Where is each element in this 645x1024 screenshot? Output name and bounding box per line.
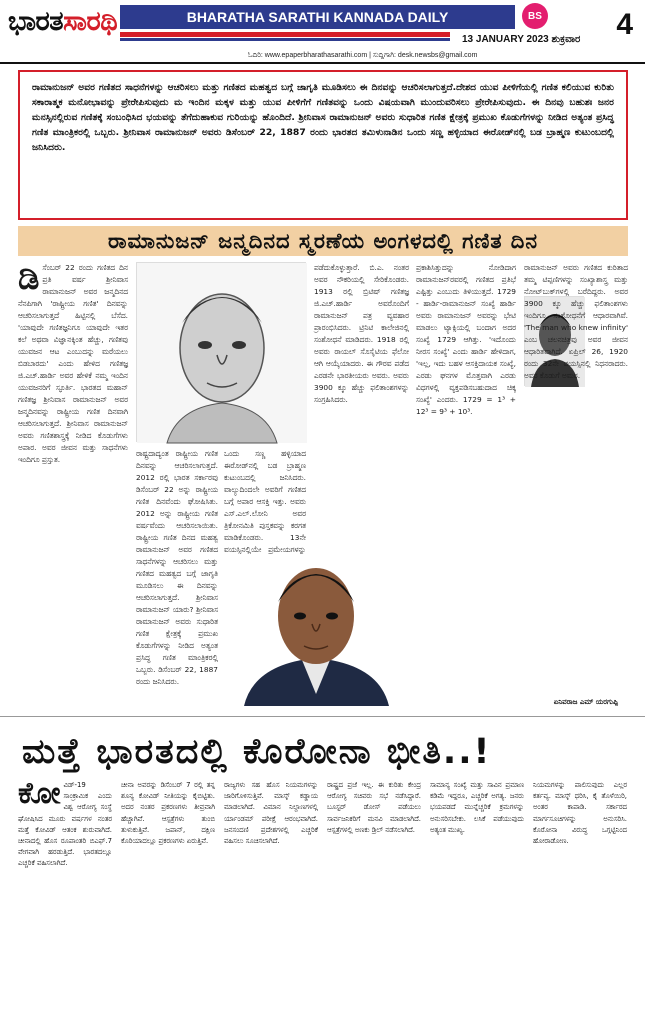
ramanujan-portrait-image <box>224 554 409 706</box>
contact-line: ಓದಿರಿ: www.epaperbharathasarathi.com | ಸುದ್ದಿಗಾಗಿ: desk.newsbs@gmail.com <box>248 52 478 59</box>
masthead-stripe-red <box>120 32 450 37</box>
article-column-5: ಪ್ರಕಾಶಿಸಿತ್ತುದನ್ನು ನೋಡಿದಾಗ ರಾಮಾನುಜನ್‌ರವರಲ್ಲಿ ಗಣಿತದ ಪ್ರತಿಭೆ ಎಷ್ಟಿತ್ತು ಎಂಬುದು ತಿಳಿಯುತ್ತದೆ. 1729 - ಹಾರ್ಡಿ-ರಾಮಾನುಜನ್ ಸಂಖ್ಯೆ ಹಾರ್ಡಿ ಅವರು ರಾಮಾನುಜನ್ ಅವರನ್ನು ಭೇಟಿ ಮಾಡಲು ಟ್ಯಾಕ್ಸಿಯಲ್ಲಿ ಬಂದಾಗ ಅದರ ಸಂಖ್ಯೆ 1729 ಆಗಿತ್ತು. 'ಇದೊಂದು ನೀರಸ ಸಂಖ್ಯೆ' ಎಂದು ಹಾರ್ಡಿ ಹೇಳಿದಾಗ, 'ಇಲ್ಲ, ಇದು ಬಹಳ ಆಸಕ್ತಿದಾಯಕ ಸಂಖ್ಯೆ, ಎರಡು ಘನಗಳ ಮೊತ್ತವಾಗಿ ಎರಡು ವಿಧಗಳಲ್ಲಿ ವ್ಯಕ್ತಪಡಿಸಬಹುದಾದ ಚಿಕ್ಕ ಸಂಖ್ಯೆ' ಎಂದರು. 1729 = 1³ + 12³ = 9³ + 10³. <box>416 263 516 416</box>
article-corona <box>18 776 628 1020</box>
corona-column-1 <box>18 776 112 1018</box>
headline-math-day: ರಾಮಾನುಜನ್ ಜನ್ಮದಿನದ ಸ್ಮರಣೆಯ ಅಂಗಳದಲ್ಲಿ ಗಣಿತ ದಿನ <box>18 226 628 256</box>
article-column-6: ರಾಮಾನುಜನ್ ಅವರು ಗಣಿತದ ಕುರಿತಾದ ತಮ್ಮ ಟಿಪ್ಪಣಿಗಳನ್ನು ಸಂಖ್ಯಾಶಾಸ್ತ್ರ ಮತ್ತು ನೋಟ್‌ಬುಕ್‌ಗಳಲ್ಲಿ ಬರೆದಿದ್ದರು. ಅವರ 3900 ಕ್ಕೂ ಹೆಚ್ಚು ಫಲಿತಾಂಶಗಳು ಇಂದಿಗೂ ಸಂಶೋಧನೆಗೆ ಆಧಾರವಾಗಿವೆ. 'The man who knew infinity' ಎಂಬ ಚಲನಚಿತ್ರವು ಅವರ ಜೀವನ ಆಧಾರಿತವಾಗಿದೆ. ಏಪ್ರಿಲ್ 26, 1920 ರಂದು 32ನೇ ವಯಸ್ಸಿನಲ್ಲಿ ನಿಧನರಾದರು. ಅವರ ಕೊಡುಗೆ ಅಮರ. <box>524 263 628 380</box>
article-column-1 <box>18 258 128 707</box>
logo-part2: ಸಾರಥಿ <box>63 6 118 37</box>
drop-cap: ಕೋ <box>18 776 61 811</box>
article-ramanujan <box>18 258 628 710</box>
intro-box: ರಾಮಾನುಜನ್ ಅವರ ಗಣಿತದ ಸಾಧನೆಗಳನ್ನು ಆಚರಿಸಲು ಮತ್ತು ಗಣಿತದ ಮಹತ್ವದ ಬಗ್ಗೆ ಜಾಗೃತಿ ಮೂಡಿಸಲು ಈ ದಿನವನ್ನು ಆಚರಿಸಲಾಗುತ್ತದೆ.ದೇಶದ ಯುವ ಪೀಳಿಗೆಯಲ್ಲಿ ಗಣಿತ ಕಲಿಯುವ ಕುರಿತು ಸಕಾರಾತ್ಮಕ ಮನೋಭಾವನ್ನು ಪ್ರೇರೇಪಿಸುವುದು ಮ ಇಂದಿನ ಮಕ್ಕಳ ಮತ್ತು ಯುವ ಪೀಳಿಗೆಗೆ ಗಣಿತವನ್ನು ಒಂದು ವಿಷಯವಾಗಿ ಮುಂದುವರಿಸಲು ಪ್ರೇರೇಪಿಸುವುದು. ಈ ದಿನವು ಬಹುಶಃ ಜನರ ಮನಸ್ಸಿನಲ್ಲಿರುವ ಗಣಿತಕ್ಕೆ ಸಂಬಂಧಿಸಿದ ಭಯವನ್ನು ತೆಗೆದುಹಾಕುವ ಗುರಿಯನ್ನು ಹೊಂದಿದೆ. ಶ್ರೀನಿವಾಸ ರಾಮಾನುಜನ್ ಅವರು ಸುಧಾರಿತ ಗಣಿತ ಕ್ಷೇತ್ರಕ್ಕೆ ಪ್ರಮುಖ ಕೊಡುಗೆಗಳನ್ನು ನೀಡಿದ ಅತ್ಯಂತ ಪ್ರಸಿದ್ಧ ಗಣಿತ ಮಾಂತ್ರಿಕರಲ್ಲಿ ಒಬ್ಬರು. ಶ್ರೀನಿವಾಸ ರಾಮಾನುಜನ್ ಅವರು ಡಿಸೆಂಬರ್ 22, 1887 ರಂದು ಭಾರತದ ತಮಿಳುನಾಡಿನ ಒಂದು ಸಣ್ಣ ಹಳ್ಳಿಯಾದ ಈರೋಡ್‌ನಲ್ಲಿ ಬಡ ಬ್ರಾಹ್ಮಣ ಕುಟುಂಬದಲ್ಲಿ ಜನಿಸಿದರು. <box>18 70 628 220</box>
masthead-banner: BHARATHA SARATHI KANNADA DAILY <box>120 5 515 29</box>
section-divider <box>0 716 645 717</box>
masthead-rule <box>0 62 645 64</box>
drop-cap: ಡಿ <box>18 258 40 298</box>
corona-column-6: ನಿಯಮಗಳನ್ನು ಪಾಲಿಸುವುದು ಎಲ್ಲರ ಕರ್ತವ್ಯ. ಮಾಸ್ಕ್ ಧರಿಸಿ, ಕೈ ತೊಳೆಯಿರಿ, ಅಂತರ ಕಾಪಾಡಿ. ಸರ್ಕಾರದ ಮಾರ್ಗಸೂಚಿಗಳನ್ನು ಅನುಸರಿಸಿ. ಕೊರೋನಾ ವಿರುದ್ಧ ಒಗ್ಗಟ್ಟಿನಿಂದ ಹೋರಾಡೋಣ. <box>533 781 627 846</box>
bs-logo-icon: BS <box>522 3 548 29</box>
headline-corona: ಮತ್ತೆ ಭಾರತದಲ್ಲಿ ಕೊರೋನಾ ಭೀತಿ..! <box>22 732 492 772</box>
corona-column-5: ಸಾಮಾನ್ಯ ಸಂಖ್ಯೆ ಮತ್ತು ಸಾವಿನ ಪ್ರಮಾಣ ಕಡಿಮೆ ಇದ್ದರೂ, ಎಚ್ಚರಿಕೆ ಅಗತ್ಯ. ಜನರು ಭಯಪಡದೆ ಮುನ್ನೆಚ್ಚರಿಕೆ ಕ್ರಮಗಳನ್ನು ಅನುಸರಿಸಬೇಕು. ಲಸಿಕೆ ಪಡೆಯುವುದು ಅತ್ಯಂತ ಮುಖ್ಯ. <box>430 781 524 834</box>
issue-date: 13 JANUARY 2023 ಶುಕ್ರವಾರ <box>462 34 581 45</box>
logo-part1: ಭಾರತ <box>8 6 64 37</box>
corona-column-3: ರಾಜ್ಯಗಳು ಸಹ ಹೊಸ ನಿಯಮಗಳನ್ನು ಜಾರಿಗೊಳಿಸುತ್ತಿವೆ. ಮಾಸ್ಕ್ ಕಡ್ಡಾಯ ಮಾಡಲಾಗಿದೆ. ವಿಮಾನ ನಿಲ್ದಾಣಗಳಲ್ಲಿ ರ್ಯಾಂಡಮ್ ಪರೀಕ್ಷೆ ಆರಂಭವಾಗಿದೆ. ಜನಸಂದಣಿ ಪ್ರದೇಶಗಳಲ್ಲಿ ಎಚ್ಚರಿಕೆ ವಹಿಸಲು ಸೂಚಿಸಲಾಗಿದೆ. <box>224 781 318 846</box>
article-column-3: ಒಂದು ಸಣ್ಣ ಹಳ್ಳಿಯಾದ ಈರೋಡ್‌ನಲ್ಲಿ ಬಡ ಬ್ರಾಹ್ಮಣ ಕುಟುಂಬದಲ್ಲಿ ಜನಿಸಿದರು. ವಾಲ್ಯುದಿಂದಲೇ ಅವರಿಗೆ ಗಣಿತದ ಬಗ್ಗೆ ಅಪಾರ ಆಸಕ್ತಿ ಇತ್ತು. ಅವರು ಎಸ್.ಎಲ್.ಲೋನಿ ಅವರ ತ್ರಿಕೋನಮಿತಿ ಪುಸ್ತಕವನ್ನು ಕರಗತ ಮಾಡಿಕೊಂಡರು. 13ನೇ ವಯಸ್ಸಿನಲ್ಲಿಯೇ ಪ್ರಮೇಯಗಳನ್ನು <box>224 449 306 554</box>
page-number: 4 <box>616 8 633 41</box>
article-column-2: ರಾಷ್ಟ್ರದಾದ್ಯಂತ ರಾಷ್ಟ್ರೀಯ ಗಣಿತ ದಿನವನ್ನು ಆಚರಿಸಲಾಗುತ್ತದೆ. 2012 ರಲ್ಲಿ ಭಾರತ ಸರ್ಕಾರವು ಡಿಸೆಂಬರ್ 22 ಅನ್ನು ರಾಷ್ಟ್ರೀಯ ಗಣಿತ ದಿನವೆಂದು ಘೋಷಿಸಿತು. 2012 ಅನ್ನು ರಾಷ್ಟ್ರೀಯ ಗಣಿತ ವರ್ಷವೆಂದು ಆಚರಿಸಲಾಯಿತು. ರಾಷ್ಟ್ರೀಯ ಗಣಿತ ದಿನದ ಮಹತ್ವ ರಾಮಾನುಜನ್ ಅವರ ಗಣಿತದ ಸಾಧನೆಗಳನ್ನು ಆಚರಿಸಲು ಮತ್ತು ಗಣಿತದ ಮಹತ್ವದ ಬಗ್ಗೆ ಜಾಗೃತಿ ಮೂಡಿಸಲು ಈ ದಿನವನ್ನು ಆಚರಿಸಲಾಗುತ್ತದೆ. ಶ್ರೀನಿವಾಸ ರಾಮಾನುಜನ್ ಯಾರು? ಶ್ರೀನಿವಾಸ ರಾಮಾನುಜನ್ ಅವರು ಸುಧಾರಿತ ಗಣಿತ ಕ್ಷೇತ್ರಕ್ಕೆ ಪ್ರಮುಖ ಕೊಡುಗೆಗಳನ್ನು ನೀಡಿದ ಅತ್ಯಂತ ಪ್ರಸಿದ್ಧ ಗಣಿತ ಮಾಂತ್ರಿಕರಲ್ಲಿ ಒಬ್ಬರು. ಡಿಸೆಂಬರ್ 22, 1887 ರಂದು ಜನಿಸಿದರು. <box>136 449 218 686</box>
column-text: ಸೆಂಬರ್ 22 ರಂದು ಗಣಿತದ ದಿನ ಪ್ರತಿ ವರ್ಷ ಶ್ರೀನಿವಾಸ ರಾಮಾನುಜನ್ ಅವರ ಜನ್ಮದಿನದ ನೆನಪಿಗಾಗಿ 'ರಾಷ್ಟ್ರೀಯ ಗಣಿತ' ದಿನವನ್ನು ಆಚರಿಸಲಾಗುತ್ತದೆ ಹಿಟ್ಟಿನಲ್ಲಿ ಬೆಸೆದ. 'ಯಾವುದೇ ಗಣಿತಜ್ಞನಿಗೂ ಯಾವುದೇ ಇತರ ಕಲೆ ಅಥವಾ ವಿಜ್ಞಾನಕ್ಕಿಂತ ಹೆಚ್ಚು, ಗಣಿತವು ಯುವಜನ ಆಟ ಎಂಬುದನ್ನು ಮರೆಯಲು ಬಿಡಬಾರದು' ಎಂದು ಹೇಳಿದ ಗಣಿತಜ್ಞ ಜಿ.ಎಚ್.ಹಾರ್ಡಿ ಅವರ ಹೇಳಿಕೆ ನಮ್ಮ ಇಂದಿನ ಯುವಜನರಿಗೆ ಸ್ಫೂರ್ತಿ. ಭಾರತದ ಮಹಾನ್ ಗಣಿತಜ್ಞ ಶ್ರೀನಿವಾಸ ರಾಮಾನುಜನ್ ಅವರ ಜನ್ಮದಿನವನ್ನು ರಾಷ್ಟ್ರೀಯ ಗಣಿತ ದಿನವಾಗಿ ಆಚರಿಸಲಾಗುತ್ತದೆ. ಶ್ರೀನಿವಾಸ ರಾಮಾನುಜನ್ ಅವರು ಗಣಿತಶಾಸ್ತ್ರಕ್ಕೆ ನೀಡಿದ ಕೊಡುಗೆಗಳು ಅಪಾರ. ಅವರ ಜೀವನ ಮತ್ತು ಸಾಧನೆಗಳು ಇಂದಿಗೂ ಪ್ರಸ್ತುತ. <box>18 263 128 464</box>
ramanujan-sketch-image <box>136 262 306 442</box>
masthead-stripe-blue <box>120 38 450 41</box>
article-column-4: ಪಡೆದುಕೊಳ್ಳುತ್ತಾರೆ. ಬಿ.ಎ. ನಂತರ ಅವರ ನೌಕರಿಯಲ್ಲಿ ಸೇರಿಕೊಂಡರು. 1913 ರಲ್ಲಿ ಬ್ರಿಟಿಷ್ ಗಣಿತಜ್ಞ ಜಿ.ಎಚ್.ಹಾರ್ಡಿ ಅವರೊಂದಿಗೆ ರಾಮಾನುಜನ್ ಪತ್ರ ವ್ಯವಹಾರ ಪ್ರಾರಂಭಿಸಿದರು. ಟ್ರಿನಿಟಿ ಕಾಲೇಜಿನಲ್ಲಿ ಸಂಶೋಧನೆ ಮಾಡಿದರು. 1918 ರಲ್ಲಿ ಅವರು ರಾಯಲ್ ಸೊಸೈಟಿಯ ಫೆಲೋ ಆಗಿ ಆಯ್ಕೆಯಾದರು. ಈ ಗೌರವ ಪಡೆದ ಎರಡನೇ ಭಾರತೀಯರು ಅವರು. ಅವರು 3900 ಕ್ಕೂ ಹೆಚ್ಚು ಫಲಿತಾಂಶಗಳನ್ನು ಸಂಗ್ರಹಿಸಿದರು. <box>314 263 409 404</box>
newspaper-logo[interactable] <box>8 6 117 38</box>
corona-column-4: ರಾಷ್ಟ್ರದ ಪ್ರಜೆ ಇಲ್ಲ. ಈ ಕುರಿತು ಕೇಂದ್ರ ಆರೋಗ್ಯ ಸಚಿವರು ಸಭೆ ನಡೆಸಿದ್ದಾರೆ. ಬೂಸ್ಟರ್ ಡೋಸ್ ಪಡೆಯಲು ಸಾರ್ವಜನಿಕರಿಗೆ ಮನವಿ ಮಾಡಲಾಗಿದೆ. ಆಸ್ಪತ್ರೆಗಳಲ್ಲಿ ಅಣಕು ಡ್ರಿಲ್ ನಡೆಸಲಾಗಿದೆ. <box>327 781 421 834</box>
masthead <box>0 0 645 64</box>
column-text: ವಿಡ್-19 ಸಾಂಕ್ರಾಮಿಕ ಎಂದು ವಿಶ್ವ ಆರೋಗ್ಯ ಸಂಸ್ಥೆ ಘೋಷಿಸಿದ ಮೂರು ವರ್ಷಗಳ ನಂತರ ಮತ್ತೆ ಕೋವಿಡ್ ಆತಂಕ ಶುರುವಾಗಿದೆ. ಚೀನಾದಲ್ಲಿ ಹೊಸ ರೂಪಾಂತರಿ ಬಿಎಫ್.7 ವೇಗವಾಗಿ ಹರಡುತ್ತಿದೆ. ಭಾರತದಲ್ಲೂ ಎಚ್ಚರಿಕೆ ವಹಿಸಲಾಗಿದೆ. <box>18 781 112 868</box>
corona-column-2: ಚೀನಾ ಅವರನ್ನು ಡಿಸೆಂಬರ್ 7 ರಲ್ಲಿ ತನ್ನ ಶೂನ್ಯ ಕೋವಿಡ್ ನೀತಿಯನ್ನು ಕೈಬಿಟ್ಟಿತು. ಅದರ ನಂತರ ಪ್ರಕರಣಗಳು ತೀವ್ರವಾಗಿ ಹೆಚ್ಚಾಗಿವೆ. ಆಸ್ಪತ್ರೆಗಳು ತುಂಬಿ ತುಳುಕುತ್ತಿವೆ. ಜಪಾನ್, ದಕ್ಷಿಣ ಕೊರಿಯಾದಲ್ಲೂ ಪ್ರಕರಣಗಳು ಏರುತ್ತಿವೆ. <box>121 781 215 846</box>
author-credit: ಏನಿವರಾಜ ಎಮ್ ಯರಗುಪ್ಪಿ <box>553 698 618 706</box>
